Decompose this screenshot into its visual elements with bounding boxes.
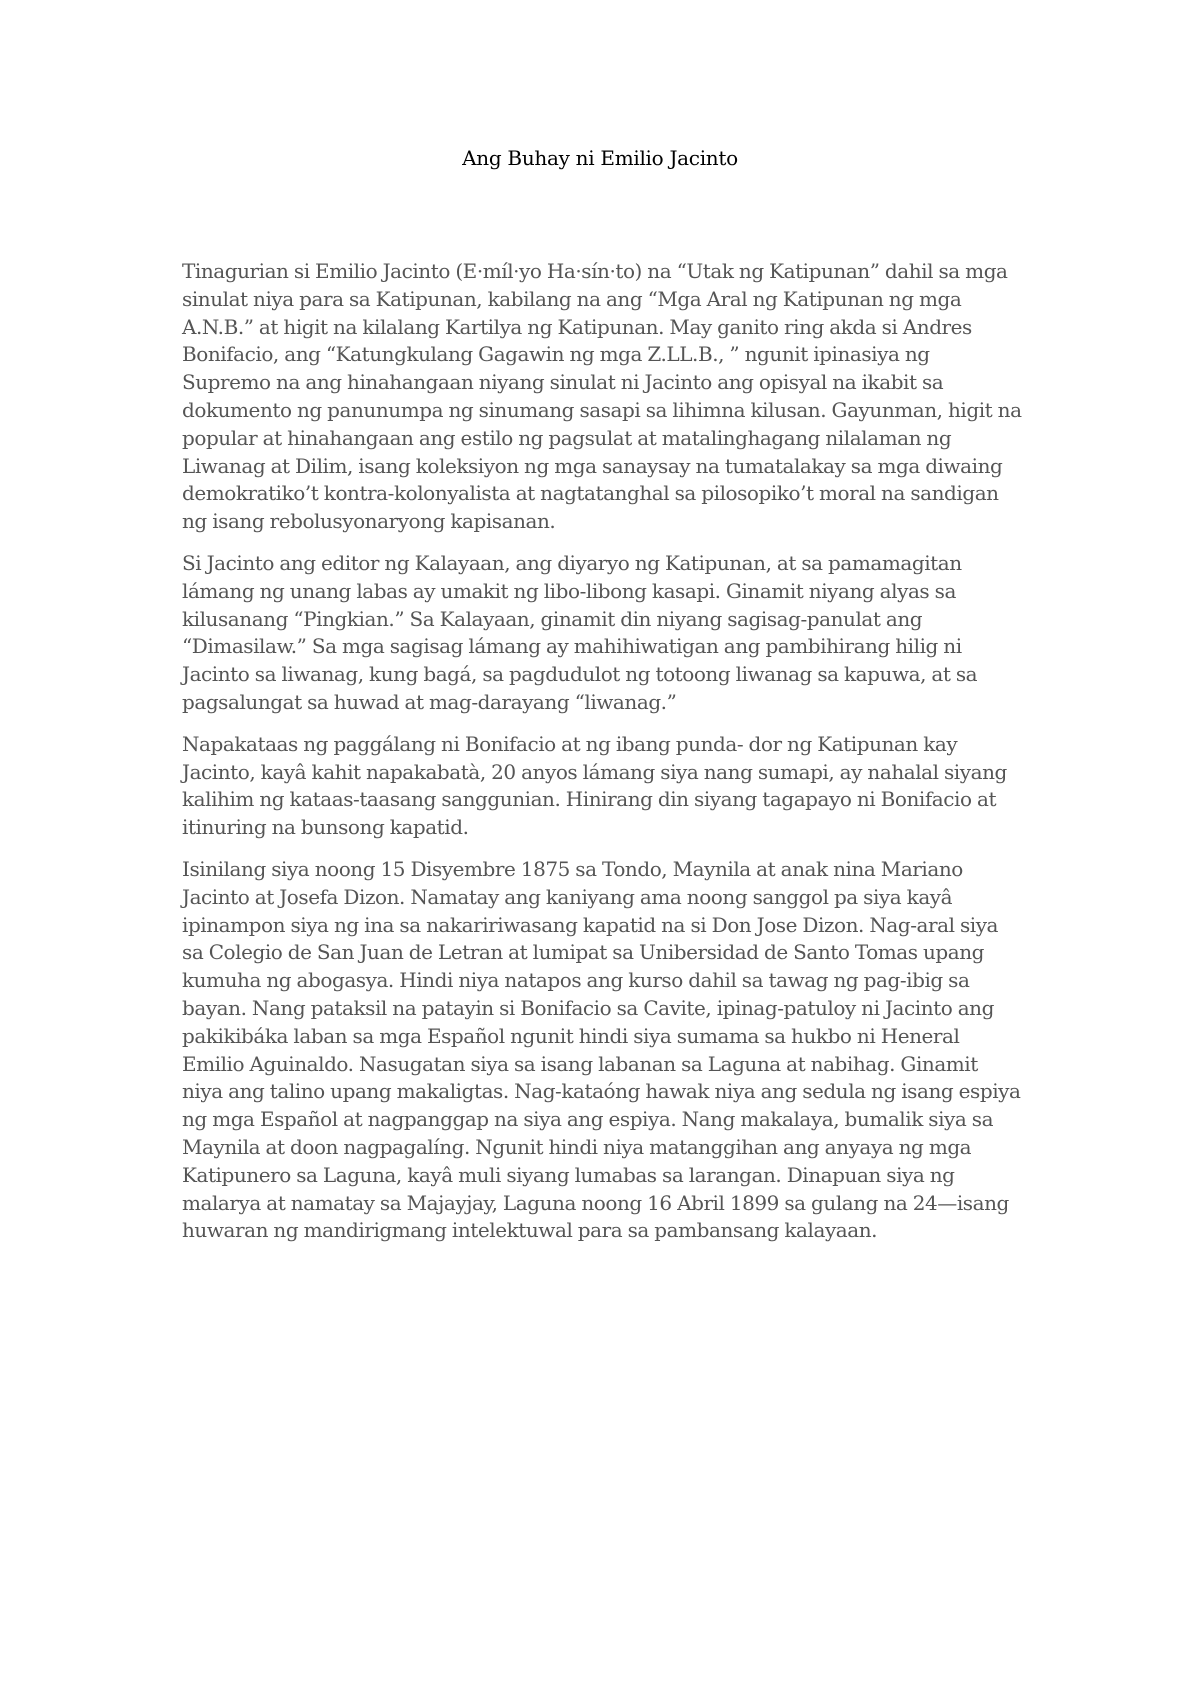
- paragraph-2: Si Jacinto ang editor ng Kalayaan, ang diyaryo ng Katipunan, at sa pamamagitan lámang ng unang labas ay umakit ng libo-libong kasapi. Ginamit niyang alyas sa kilusanang “Pingkian.” Sa Kalayaan, ginamit din niyang sagisag-panulat ang “Dimasilaw.” Sa mga sagisag lámang ay mahihiwatigan ang pambihirang hilig ni Jacinto sa liwanag, kung bagá, sa pagdudulot ng totoong liwanag sa kapuwa, at sa pagsalungat sa huwad at mag-darayang “liwanag.”: [182, 550, 978, 714]
- document-title: Ang Buhay ni Emilio Jacinto: [462, 146, 738, 170]
- paragraph-4: Isinilang siya noong 15 Disyembre 1875 sa Tondo, Maynila at anak nina Mariano Jacinto at Josefa Dizon. Namatay ang kaniyang ama noong sanggol pa siya kayâ ipinampon siya ng ina sa nakaririwasang kapatid na si Don Jose Dizon. Nag-aral siya sa Colegio de San Juan de Letran at lumipat sa Unibersidad de Santo Tomas upang kumuha ng abogasya. Hindi niya natapos ang kurso dahil sa tawag ng pag-ibig sa bayan. Nang pataksil na patayin si Bonifacio sa Cavite, ipinag-patuloy ni Jacinto ang pakikibáka laban sa mga Español ngunit hindi siya sumama sa hukbo ni Heneral Emilio Aguinaldo. Nasugatan siya sa isang labanan sa Laguna at nabihag. Ginamit niya ang talino upang makaligtas. Nag-kataóng hawak niya ang sedula ng isang espiya ng mga Español at nagpanggap na siya ang espiya. Nang makalaya, bumalik siya sa Maynila at doon nagpagalíng. Ngunit hindi niya matanggihan ang anyaya ng mga Katipunero sa Laguna, kayâ muli siyang lumabas sa larangan. Dinapuan siya ng malarya at namatay sa Majayjay, Laguna noong 16 Abril 1899 sa gulang na 24—isang huwaran ng mandirigmang intelektuwal para sa pambansang kalayaan.: [182, 856, 1021, 1243]
- paragraph-1: Tinagurian si Emilio Jacinto (E·míl·yo Ha·sín·to) na “Utak ng Katipunan” dahil sa mga sinulat niya para sa Katipunan, kabilang na ang “Mga Aral ng Katipunan ng mga A.N.B.” at higit na kilalang Kartilya ng Katipunan. May ganito ring akda si Andres Bonifacio, ang “Katungkulang Gagawin ng mga Z.LL.B., ” ngunit ipinasiya ng Supremo na ang hinahangaan niyang sinulat ni Jacinto ang opisyal na ikabit sa dokumento ng panunumpa ng sinumang sasapi sa lihimna kilusan. Gayunman, higit na popular at hinahangaan ang estilo ng pagsulat at matalinghagang nilalaman ng Liwanag at Dilim, isang koleksiyon ng mga sanaysay na tumatalakay sa mga diwaing demokratiko’t kontra-kolonyalista at nagtatanghal sa pilosopiko’t moral na sandigan ng isang rebolusyonaryong kapisanan.: [182, 259, 1022, 534]
- document-body: [182, 258, 1022, 1259]
- paragraph-3: Napakataas ng paggálang ni Bonifacio at ng ibang punda- dor ng Katipunan kay Jacinto, kayâ kahit napakabatà, 20 anyos lámang siya nang sumapi, ay nahalal siyang kalihim ng kataas-taasang sanggunian. Hinirang din siyang tagapayo ni Bonifacio at itinuring na bunsong kapatid.: [182, 731, 1007, 840]
